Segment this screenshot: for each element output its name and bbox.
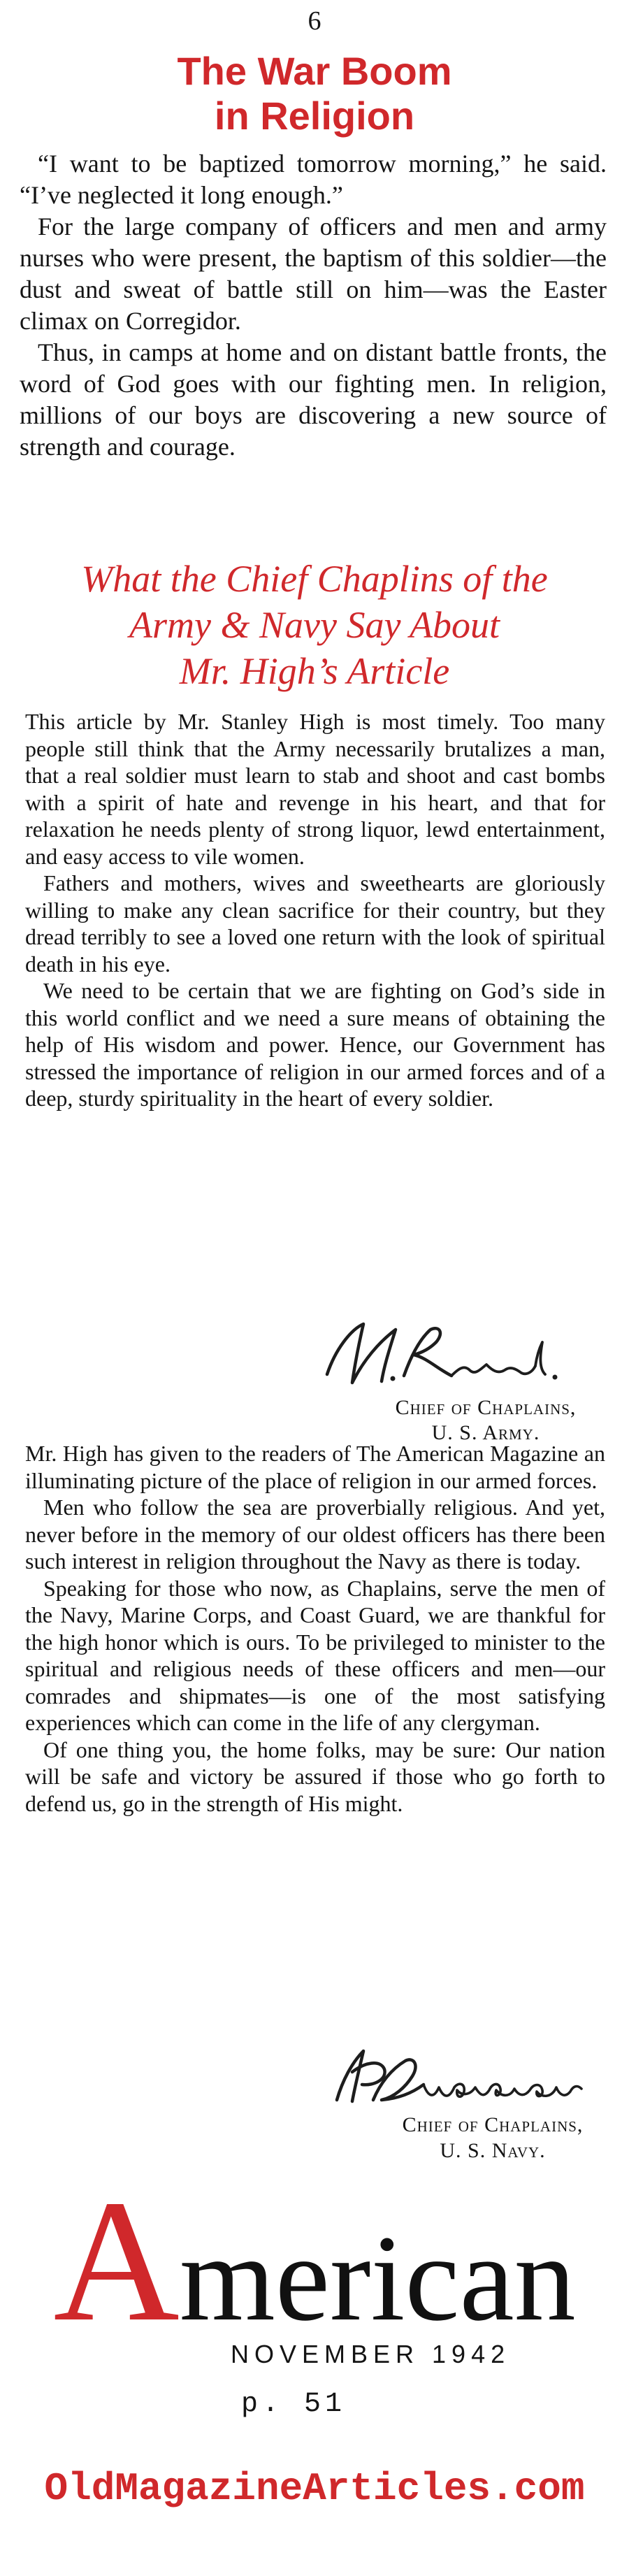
intro-paragraph: For the large company of officers and men and army nurses who were present, the baptism of this soldier—the dust and sweat of battle still on him—was the Easter climax on Corregidor. [20, 213, 607, 335]
masthead-rest: merican [179, 2210, 576, 2347]
navy-chaplain-letter [25, 1440, 605, 1817]
letter-paragraph: Of one thing you, the home folks, may be sure: Our nation will be safe and victory be assured if those who go forth to defend us, go in the strength of His might. [25, 1736, 605, 1816]
page-reference: p. 51 [241, 2389, 347, 2420]
letter-paragraph: Speaking for those who now, as Chaplains, serve the men of the Navy, Marine Corps, and Coast Guard, we are thankful for the high honor which is ours. To be privileged to minister to the spiritual and religious needs of these officers and men—our comrades and shipmates—is one of the most satisfying experiences which can come in the life of any clergyman. [25, 1575, 605, 1735]
headline-line-2: in Religion [214, 94, 415, 138]
subhead-line-2: Army & Navy Say About [129, 604, 500, 646]
army-chaplain-signature [314, 1314, 580, 1395]
letter-paragraph: This article by Mr. Stanley High is most timely. Too many people still think that the Army necessarily brutalizes a man, that a real soldier must learn to stab and shoot and cast bombs with a spirit of hate and revenge in his heart, and that for relaxation he needs plenty of strong liquor, lewd entertainment, and easy access to vile women. [25, 709, 605, 869]
army-chaplain-title: Chief of Chaplains, [395, 1396, 577, 1419]
masthead-initial: A [53, 2164, 180, 2358]
navy-chaplain-signature [321, 2041, 601, 2111]
navy-chaplain-service: U. S. Navy. [440, 2139, 546, 2162]
intro-text [20, 148, 607, 463]
letter-paragraph: Men who follow the sea are proverbially religious. And yet, never before in the memory of our oldest officers has there been such interest in religion throughout the Navy as there is today. [25, 1495, 605, 1574]
headline [0, 49, 629, 138]
site-url-link[interactable]: OldMagazineArticles.com [44, 2466, 585, 2511]
navy-chaplain-title: Chief of Chaplains, [402, 2113, 584, 2136]
army-chaplain-service: U. S. Army. [431, 1421, 540, 1444]
intro-paragraph: Thus, in camps at home and on distant battle fronts, the word of God goes with our fighting men. In religion, millions of our boys are discovering a new source of strength and courage. [20, 338, 607, 461]
subhead-line-3: Mr. High’s Article [179, 650, 450, 692]
army-chaplain-letter [25, 708, 605, 1112]
letter-paragraph: Mr. High has given to the readers of The American Magazine an illuminating picture of the place of religion in our armed forces. [25, 1441, 605, 1493]
issue-date: NOVEMBER 1942 [231, 2340, 511, 2368]
letter-paragraph: We need to be certain that we are fighting on God’s side in this world conflict and we need a sure means of obtaining the help of His wisdom and power. Hence, our Government has stressed the importance of religion in our armed forces and of a deep, sturdy spirituality in the heart of every soldier. [25, 978, 605, 1111]
headline-line-1: The War Boom [177, 49, 452, 93]
subhead [0, 556, 629, 694]
subhead-line-1: What the Chief Chaplins of the [81, 558, 548, 600]
intro-paragraph: “I want to be baptized tomorrow morning,” he said. “I’ve neglected it long enough.” [20, 150, 607, 209]
letter-paragraph: Fathers and mothers, wives and sweethearts are gloriously willing to make any clean sacrifice for their country, but they dread terribly to see a loved one return with the look of spiritual death in his eye. [25, 870, 605, 977]
page-number: 6 [308, 6, 321, 36]
